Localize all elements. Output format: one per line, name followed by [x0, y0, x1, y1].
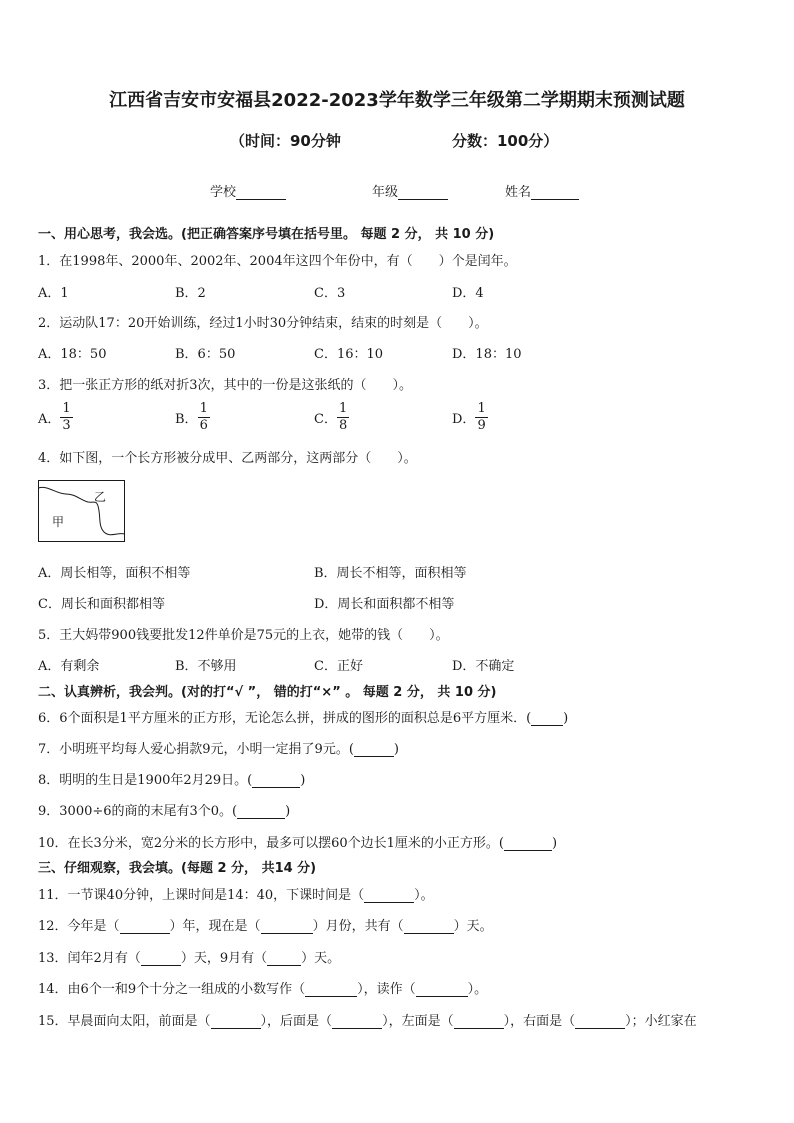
q3-option-b-label: B．	[175, 412, 198, 427]
q2-option-b[interactable]: B．6：50	[175, 347, 236, 362]
question-15-part-b: ），后面是（	[260, 1014, 333, 1029]
q7-answer-blank[interactable]	[354, 743, 394, 757]
q5-option-c[interactable]: C．正好	[314, 659, 363, 674]
q4-option-b[interactable]: B．周长不相等，面积相等	[314, 566, 467, 581]
q3-option-c[interactable]	[314, 401, 349, 434]
q15-left-blank[interactable]	[454, 1015, 504, 1029]
fraction-denominator: 8	[338, 418, 348, 433]
question-14	[38, 978, 487, 997]
close-paren: )	[300, 773, 306, 788]
question-15-end: ）；小红家在	[625, 1014, 697, 1029]
q5-option-d[interactable]: D．不确定	[452, 659, 515, 674]
fraction-denominator: 6	[199, 418, 208, 433]
q4-option-d[interactable]: D．周长和面积都不相等	[314, 597, 455, 612]
school-label: 学校	[210, 185, 237, 200]
q5-option-a[interactable]: A．有剩余	[38, 659, 100, 674]
question-1: 1．在1998年、2000年、2002年、2004年这四个年份中，有（ ）个是闰年。	[38, 254, 517, 269]
section-3-heading: 三、仔细观察，我会填。(每题 2 分， 共14 分)	[38, 861, 317, 876]
q1-option-a[interactable]: A．1	[38, 286, 69, 301]
q4-rectangle-figure	[38, 480, 128, 544]
question-6-text: 6．6个面积是1平方厘米的正方形，无论怎么拼，拼成的图形的面积总是6平方厘米．(	[38, 711, 532, 726]
question-8-text: 8．明明的生日是1900年2月29日。(	[38, 773, 253, 788]
question-12-text: 12．今年是（	[38, 919, 120, 934]
q3-option-a-fraction	[60, 401, 72, 434]
q8-answer-blank[interactable]	[252, 774, 300, 788]
question-12-part-c: ）月份，共有（	[312, 919, 404, 934]
question-3: 3．把一张正方形的纸对折3次，其中的一份是这张纸的（ ）。	[38, 378, 413, 393]
question-13	[38, 947, 340, 966]
q3-option-c-fraction	[337, 401, 349, 434]
fraction-denominator: 3	[62, 418, 71, 433]
q3-option-c-label: C．	[314, 412, 337, 427]
question-2: 2．运动队17：20开始训练，经过1小时30分钟结束，结束的时刻是（ ）。	[38, 316, 488, 331]
question-14-part-b: ），读作（	[357, 982, 416, 997]
close-paren: )	[393, 742, 399, 757]
q2-option-c[interactable]: C．16：10	[314, 347, 384, 362]
question-13-end: ）天。	[301, 951, 341, 966]
q4-option-a[interactable]: A．周长相等，面积不相等	[38, 566, 191, 581]
figure-label-yi: 乙	[94, 490, 107, 504]
question-12	[38, 915, 493, 934]
q1-option-d[interactable]: D．4	[452, 286, 484, 301]
q3-option-d-label: D．	[452, 412, 476, 427]
exam-score: 分数：100分）	[452, 132, 559, 150]
grade-label: 年级	[372, 185, 399, 200]
question-13-part-b: ）天，9月有（	[180, 951, 268, 966]
q14-read-blank[interactable]	[416, 983, 468, 997]
q5-option-b[interactable]: B．不够用	[175, 659, 237, 674]
grade-field	[372, 181, 448, 200]
question-13-text: 13．闰年2月有（	[38, 951, 141, 966]
q15-back-blank[interactable]	[332, 1015, 382, 1029]
q14-write-blank[interactable]	[305, 983, 357, 997]
school-field	[210, 181, 286, 200]
fraction-numerator: 1	[338, 401, 348, 416]
q10-answer-blank[interactable]	[504, 837, 552, 851]
grade-blank[interactable]	[398, 185, 448, 200]
page-title: 江西省吉安市安福县2022-2023学年数学三年级第二学期期末预测试题	[109, 90, 685, 111]
q12-days-blank[interactable]	[404, 920, 454, 934]
q12-month-blank[interactable]	[261, 920, 313, 934]
q15-right-blank[interactable]	[575, 1015, 625, 1029]
fraction-numerator: 1	[477, 401, 486, 416]
q13-feb-blank[interactable]	[141, 952, 181, 966]
question-11-end: ）。	[414, 888, 434, 903]
question-15-text: 15．早晨面向太阳，前面是（	[38, 1014, 211, 1029]
q12-year-blank[interactable]	[120, 920, 170, 934]
q3-option-b[interactable]	[175, 401, 210, 434]
fraction-numerator: 1	[199, 401, 208, 416]
figure-label-jia: 甲	[52, 515, 65, 529]
question-11	[38, 884, 434, 903]
question-8	[38, 769, 305, 788]
question-12-end: ）天。	[453, 919, 493, 934]
name-blank[interactable]	[531, 185, 579, 200]
q3-option-b-fraction	[198, 401, 210, 434]
name-label: 姓名	[505, 185, 532, 200]
q1-option-b[interactable]: B．2	[175, 286, 206, 301]
q3-option-d[interactable]	[452, 401, 488, 434]
fraction-numerator: 1	[62, 401, 71, 416]
q2-option-d[interactable]: D．18：10	[452, 347, 522, 362]
school-blank[interactable]	[236, 185, 286, 200]
question-7-text: 7．小明班平均每人爱心捐款9元，小明一定捐了9元。(	[38, 742, 354, 757]
q1-option-c[interactable]: C．3	[314, 286, 346, 301]
question-15-part-c: ），左面是（	[382, 1014, 454, 1029]
fraction-denominator: 9	[477, 418, 486, 433]
question-15-part-d: ），右面是（	[503, 1014, 576, 1029]
question-14-end: ）。	[467, 982, 488, 997]
q3-option-a[interactable]	[38, 401, 73, 434]
question-4: 4．如下图，一个长方形被分成甲、乙两部分，这两部分（ ）。	[38, 451, 417, 466]
question-14-text: 14．由6个一和9个十分之一组成的小数写作（	[38, 982, 306, 997]
q9-answer-blank[interactable]	[237, 805, 285, 819]
question-10-text: 10．在长3分米，宽2分米的长方形中，最多可以摆60个边长1厘米的小正方形。(	[38, 836, 504, 851]
question-9-text: 9．3000÷6的商的末尾有3个0。(	[38, 804, 238, 819]
close-paren: )	[285, 804, 291, 819]
q15-front-blank[interactable]	[211, 1015, 261, 1029]
section-2-heading: 二、认真辨析，我会判。(对的打“√ ”， 错的打“×” 。 每题 2 分， 共 10 分)	[38, 685, 497, 700]
q6-answer-blank[interactable]	[531, 712, 563, 726]
q4-option-c[interactable]: C．周长和面积都相等	[38, 597, 165, 612]
question-6	[38, 707, 568, 726]
question-10	[38, 832, 557, 851]
name-field	[505, 181, 579, 200]
question-5: 5．王大妈带900钱要批发12件单价是75元的上衣，她带的钱（ ）。	[38, 628, 449, 643]
q13-sep-blank[interactable]	[267, 952, 301, 966]
section-1-heading: 一、用心思考，我会选。(把正确答案序号填在括号里。 每题 2 分， 共 10 分)	[38, 227, 495, 242]
q11-answer-blank[interactable]	[364, 889, 414, 903]
question-11-text: 11．一节课40分钟，上课时间是14：40，下课时间是（	[38, 888, 365, 903]
question-12-part-b: ）年，现在是（	[169, 919, 261, 934]
exam-time: （时间：90分钟	[230, 132, 341, 150]
question-15	[38, 1010, 697, 1029]
close-paren: )	[563, 711, 569, 726]
q3-option-a-label: A．	[38, 412, 61, 427]
question-7	[38, 738, 399, 757]
q3-option-d-fraction	[475, 401, 487, 434]
close-paren: )	[551, 836, 558, 851]
question-9	[38, 800, 290, 819]
q2-option-a[interactable]: A．18：50	[38, 347, 107, 362]
